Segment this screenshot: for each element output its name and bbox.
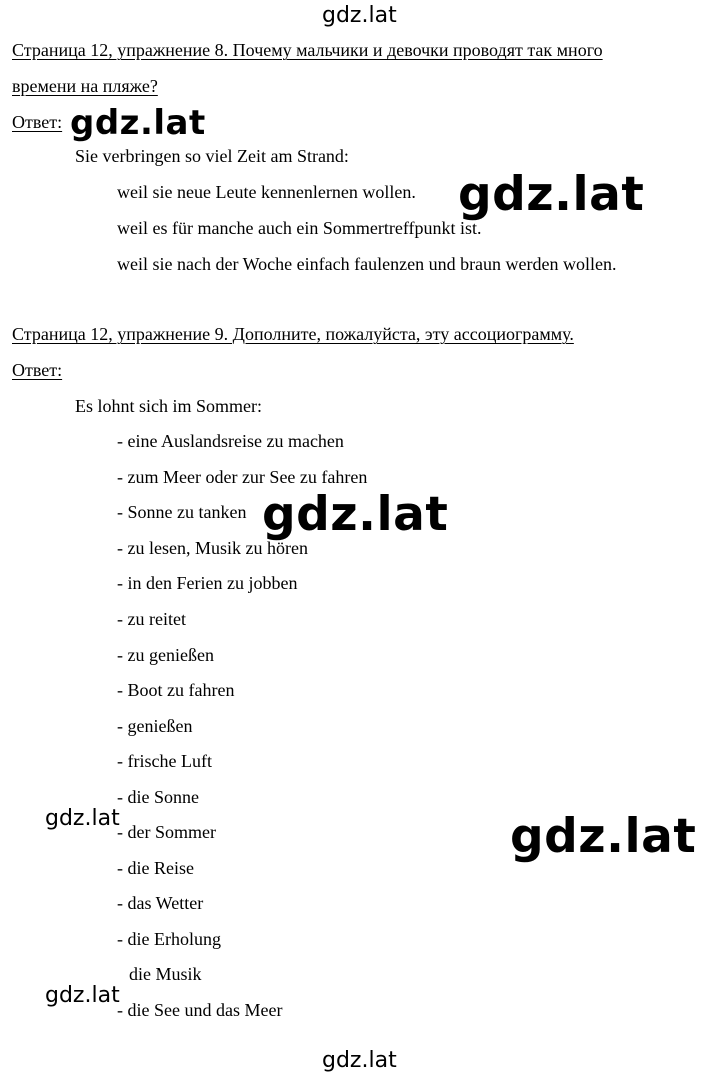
exercise9-item: - eine Auslandsreise zu machen: [117, 431, 344, 451]
exercise9-item: - in den Ferien zu jobben: [117, 573, 298, 593]
watermark-overlay: gdz.lat: [458, 167, 645, 222]
exercise8-item: weil es für manche auch ein Sommertreffpunkt ist.: [117, 218, 482, 238]
watermark-overlay: gdz.lat: [45, 806, 120, 831]
exercise9-item: - die See und das Meer: [117, 1000, 283, 1020]
exercise9-item: - Boot zu fahren: [117, 680, 235, 700]
exercise9-item: - die Erholung: [117, 929, 221, 949]
exercise9-item: - zu lesen, Musik zu hören: [117, 538, 308, 558]
watermark-overlay: gdz.lat: [70, 103, 206, 143]
exercise9-answer-label: Ответ:: [12, 360, 63, 380]
exercise9-item: - Sonne zu tanken: [117, 502, 247, 522]
exercise9-item: die Musik: [129, 964, 202, 984]
exercise9-intro: Es lohnt sich im Sommer:: [75, 396, 262, 416]
exercise8-title-line1: Страница 12, упражнение 8. Почему мальчики и девочки проводят так много: [12, 40, 603, 60]
watermark-overlay: gdz.lat: [510, 809, 697, 864]
exercise9-item: - der Sommer: [117, 822, 216, 842]
exercise9-item: - zu reitet: [117, 609, 186, 629]
exercise9-title: Страница 12, упражнение 9. Дополните, пожалуйста, эту ассоциограмму.: [12, 324, 574, 344]
watermark-overlay: gdz.lat: [262, 487, 449, 542]
exercise9-item: - genießen: [117, 716, 193, 736]
exercise8-answer-label: Ответ:: [12, 112, 63, 132]
watermark-overlay: gdz.lat: [45, 983, 120, 1008]
watermark-top: gdz.lat: [322, 3, 397, 28]
exercise9-item: - zu genießen: [117, 645, 214, 665]
exercise9-item: - die Sonne: [117, 787, 199, 807]
exercise9-item: - die Reise: [117, 858, 194, 878]
exercise9-item: - frische Luft: [117, 751, 212, 771]
exercise8-intro: Sie verbringen so viel Zeit am Strand:: [75, 146, 349, 166]
exercise9-item: - das Wetter: [117, 893, 204, 913]
exercise9-item: - zum Meer oder zur See zu fahren: [117, 467, 368, 487]
exercise8-item: weil sie nach der Woche einfach faulenzen und braun werden wollen.: [117, 254, 617, 274]
watermark-bottom: gdz.lat: [322, 1048, 397, 1073]
exercise8-item: weil sie neue Leute kennenlernen wollen.: [117, 182, 416, 202]
exercise8-title-line2: времени на пляже?: [12, 76, 158, 96]
